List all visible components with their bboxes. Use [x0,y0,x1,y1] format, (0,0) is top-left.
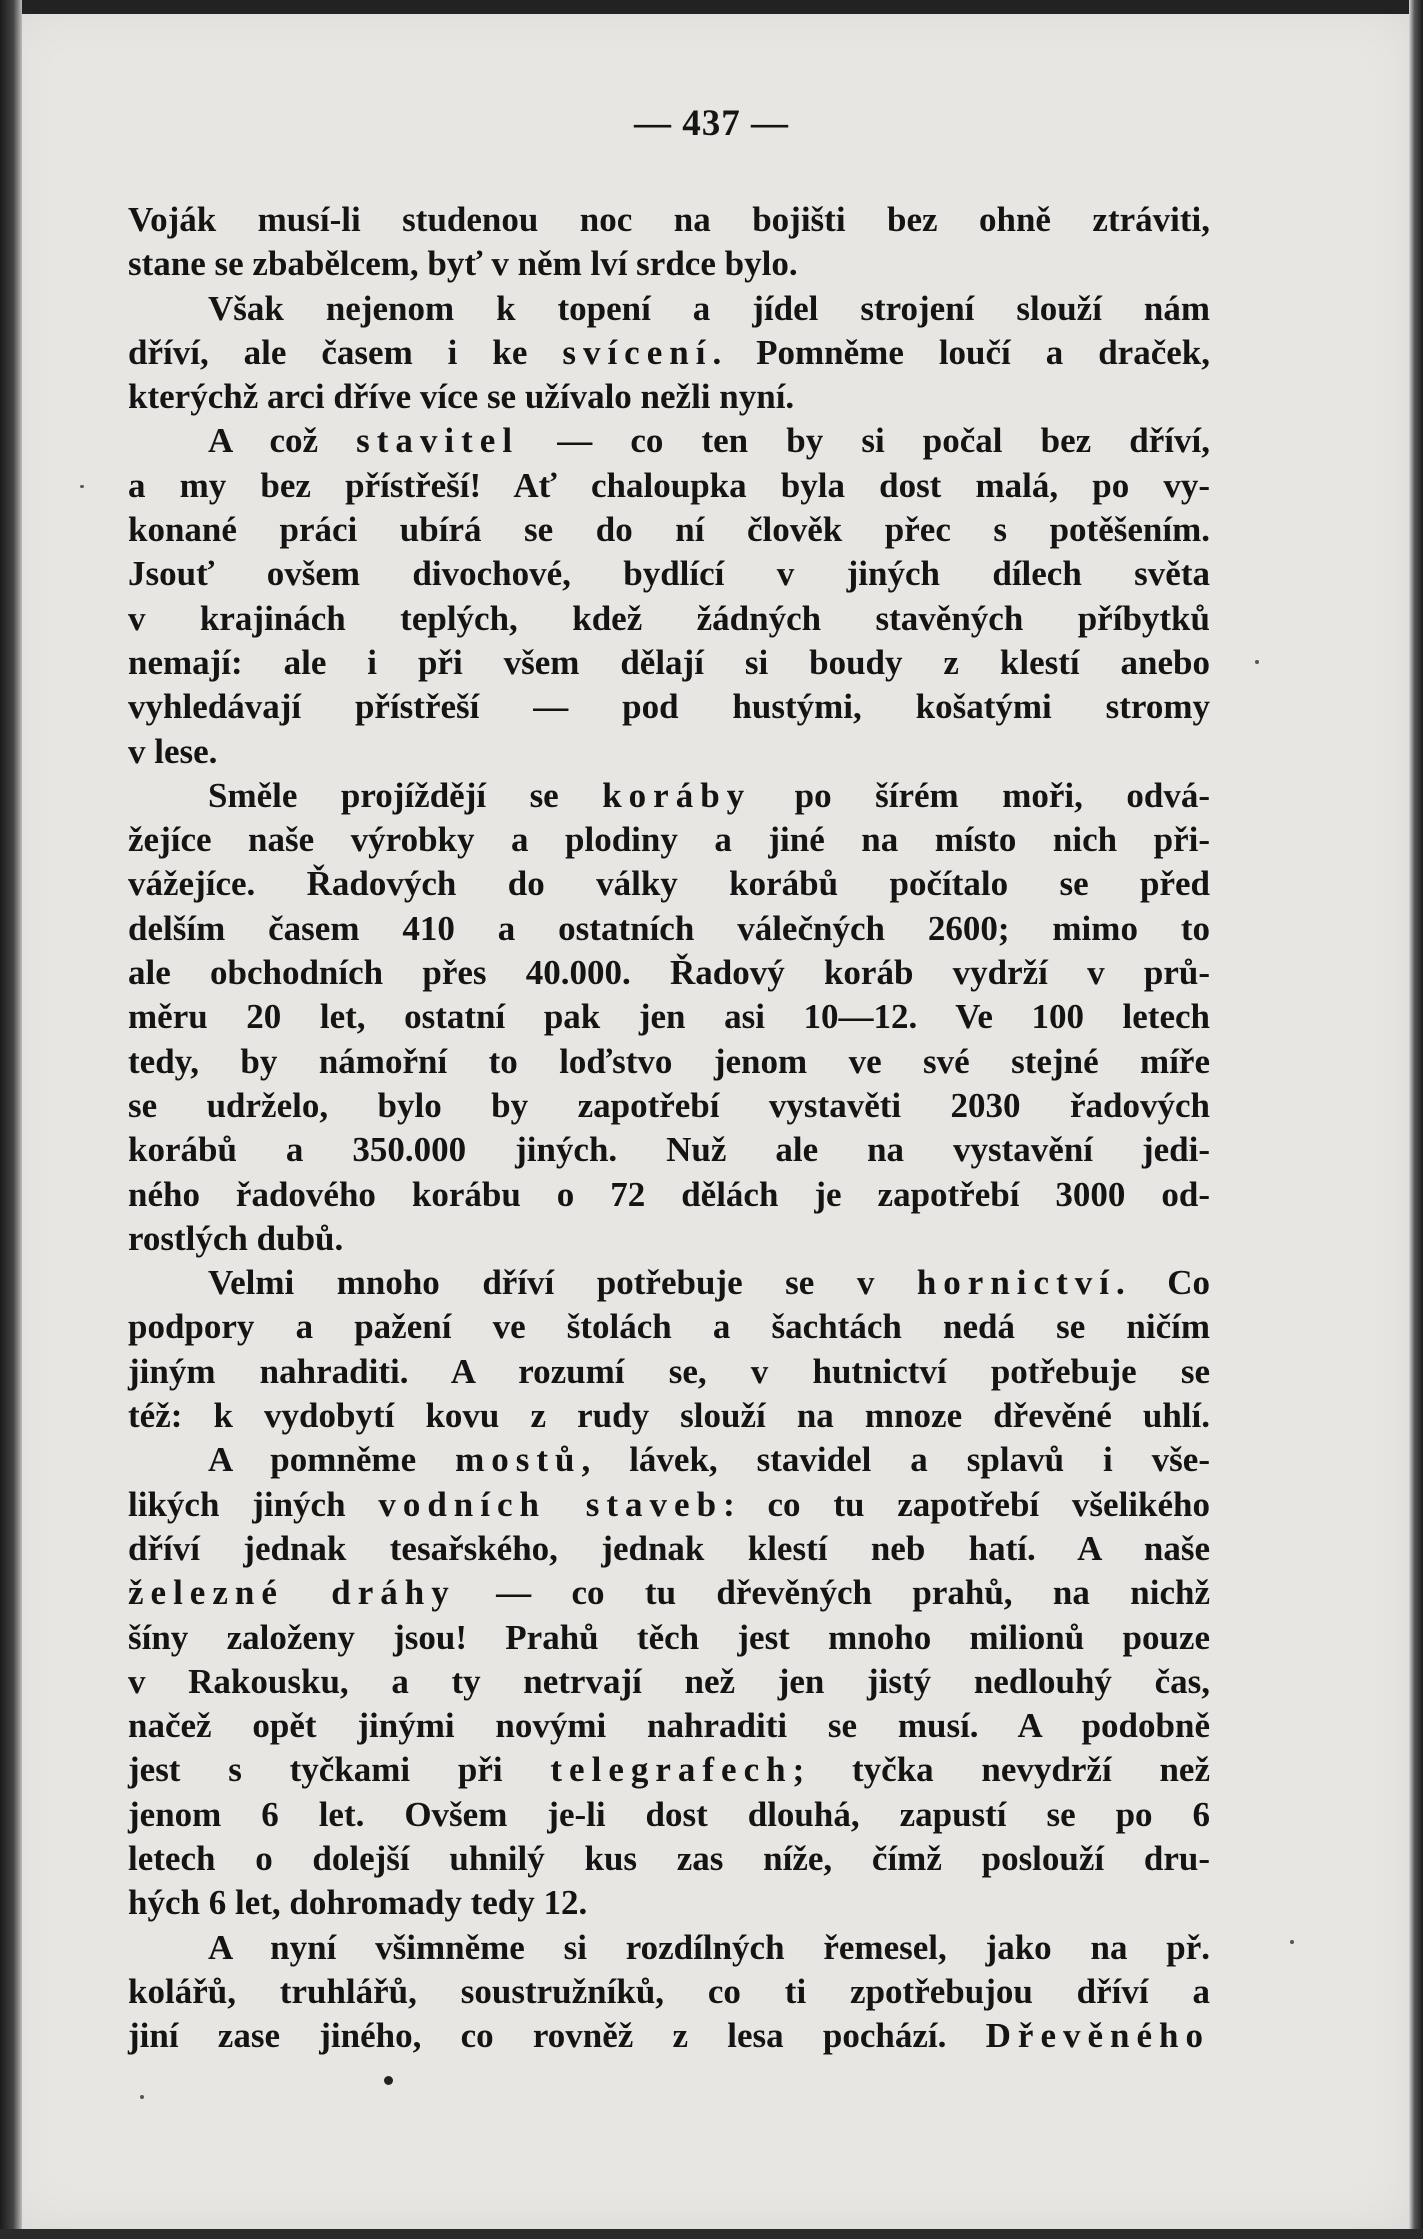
text-segment: vyhledávají přístřeší — pod hustými, košatými stromy [128,687,1210,727]
text-line [128,685,1210,729]
text-line [128,1881,1210,1925]
text-segment: . Co [1115,1263,1211,1303]
text-segment: jiným nahraditi. A rozumí se, v hutnictví potřebuje se [128,1351,1210,1391]
text-line [128,1837,1210,1881]
text-segment: šíny založeny jsou! Prahů těch jest mnoho milionů pouze [128,1617,1210,1657]
text-line [128,907,1210,951]
text-line [128,287,1210,331]
text-line [128,1527,1210,1571]
text-segment: Jsouť ovšem divochové, bydlící v jiných dílech světa [128,554,1210,594]
text-segment: — co ten by si počal bez dříví, [519,421,1210,461]
text-segment: . Pomněme loučí a draček, [712,332,1210,372]
text-line [128,1926,1210,1970]
text-segment: — co tu dřevěných prahů, na nichž [455,1573,1210,1613]
text-line [128,730,1210,774]
text-segment: Voják musí-li studenou noc na bojišti bez ohně ztráviti, [128,200,1210,239]
emphasized-term: koráby [602,775,752,815]
text-segment: načež opět jinými novými nahraditi se musí. A podobně [128,1706,1210,1746]
text-line [128,2014,1210,2058]
text-segment: podpory a pažení ve štolách a šachtách nedá se ničím [128,1307,1210,1347]
text-line [128,464,1210,508]
text-line [128,1350,1210,1394]
ink-dot [384,2076,393,2085]
emphasized-term: hornictví [916,1263,1116,1303]
text-segment: kterýchž arci dříve více se užívalo nežli nyní. [128,377,795,417]
text-segment: stane se zbabělcem, byť v něm lví srdce bylo. [128,244,798,284]
text-line [128,331,1210,375]
text-line [128,552,1210,596]
scan-right-edge [1409,0,1423,2239]
text-line [128,1040,1210,1084]
ink-speck [140,2095,144,2099]
text-line [128,1084,1210,1128]
text-line [128,1970,1210,2014]
text-segment: , lávek, stavidel a splavů i vše- [581,1440,1210,1480]
text-line [128,1704,1210,1748]
text-segment: se udrželo, bylo by zapotřebí vystavěti 2030 řadových [128,1085,1210,1125]
text-segment: rostlých dubů. [128,1218,344,1258]
text-line [128,1571,1210,1615]
text-segment: jiní zase jiného, co rovněž z lesa pochází. [128,2016,986,2056]
text-line [128,1261,1210,1305]
scan-bottom-edge [0,2229,1423,2239]
text-segment: v Rakousku, a ty netrvají než jen jistý nedlouhý čas, [128,1661,1210,1701]
text-line [128,1128,1210,1172]
text-segment: likých jiných [128,1484,379,1524]
text-segment: Však nejenom k topení a jídel strojení slouží nám [208,288,1210,328]
text-segment: korábů a 350.000 jiných. Nuž ale na vystavění jedi- [128,1130,1210,1170]
text-segment: jest s tyčkami při [128,1750,551,1790]
page-number: — 437 — [634,103,789,144]
scan-left-edge [0,0,22,2239]
emphasized-term: Dřevěného [985,2016,1210,2056]
ink-speck [1255,660,1259,664]
text-segment: tedy, by námořní to loďstvo jenom ve své stejné míře [128,1041,1210,1081]
text-line [128,995,1210,1039]
text-segment: A pomněme [208,1440,456,1480]
text-line [128,242,1210,286]
body-text [128,198,1210,2058]
text-segment: jenom 6 let. Ovšem je-li dost dlouhá, zapustí se po 6 [128,1794,1210,1834]
text-line [128,774,1210,818]
text-segment: : co tu zapotřebí všelikého [723,1484,1210,1524]
text-segment: měru 20 let, ostatní pak jen asi 10—12. Ve 100 letech [128,997,1210,1037]
text-line [128,1616,1210,1660]
text-segment: též: k vydobytí kovu z rudy slouží na mnoze dřevěné uhlí. [128,1396,1210,1436]
text-line [128,1217,1210,1261]
text-segment: A což [208,421,357,461]
text-segment: v krajinách teplých, kdež žádných stavěných příbytků [128,598,1210,638]
text-line [128,375,1210,419]
text-segment: ; tyčka nevydrží než [792,1750,1210,1790]
ink-speck [1290,1940,1294,1944]
text-line [128,951,1210,995]
text-segment: dříví, ale časem i ke [128,332,563,372]
text-segment: delším časem 410 a ostatních válečných 2600; mimo to [128,908,1210,948]
text-segment: letech o dolejší uhnilý kus zas níže, čímž poslouží dru- [128,1838,1210,1878]
emphasized-term: svícení [562,332,713,372]
text-segment: konané práci ubírá se do ní člověk přec s potěšením. [128,510,1210,550]
text-line [128,641,1210,685]
text-segment: ného řadového korábu o 72 dělách je zapotřebí 3000 od- [128,1174,1210,1214]
text-line [128,508,1210,552]
text-line [128,1793,1210,1837]
text-line [128,818,1210,862]
scan-top-edge [0,0,1423,14]
text-line [128,419,1210,463]
text-segment: ale obchodních přes 40.000. Řadový koráb vydrží v prů- [128,953,1210,993]
text-segment: A nyní všimněme si rozdílných řemesel, jako na př. [208,1927,1210,1967]
text-segment: kolářů, truhlářů, soustružníků, co ti zpotřebujou dříví a [128,1971,1210,2011]
text-segment: v lese. [128,731,218,771]
text-line [128,1748,1210,1792]
emphasized-term: telegrafech [550,1750,793,1790]
text-line [128,1305,1210,1349]
text-line [128,1660,1210,1704]
text-segment: žejíce naše výrobky a plodiny a jiné na místo nich při- [128,820,1210,860]
text-line [128,597,1210,641]
text-segment: Směle projíždějí se [208,775,603,815]
ink-speck [80,485,84,488]
text-segment: dříví jednak tesařského, jednak klestí neb hatí. A naše [128,1528,1210,1568]
text-segment: nemají: ale i při všem dělají si boudy z klestí anebo [128,642,1210,682]
text-line [128,1438,1210,1482]
text-segment: vážejíce. Řadových do války korábů počítalo se před [128,864,1210,904]
text-segment: hých 6 let, dohromady tedy 12. [128,1883,588,1923]
text-line [128,862,1210,906]
text-segment: a my bez přístřeší! Ať chaloupka byla dost malá, po vy- [128,465,1210,505]
text-segment: po šírém moři, odvá- [751,775,1210,815]
emphasized-term: vodních staveb [378,1484,724,1524]
text-line [128,1394,1210,1438]
emphasized-term: stavitel [356,421,520,461]
text-line [128,198,1210,242]
text-line [128,1173,1210,1217]
emphasized-term: železné dráhy [128,1573,456,1613]
text-line [128,1483,1210,1527]
text-segment: Velmi mnoho dříví potřebuje se v [208,1263,917,1303]
emphasized-term: mostů [455,1440,582,1480]
